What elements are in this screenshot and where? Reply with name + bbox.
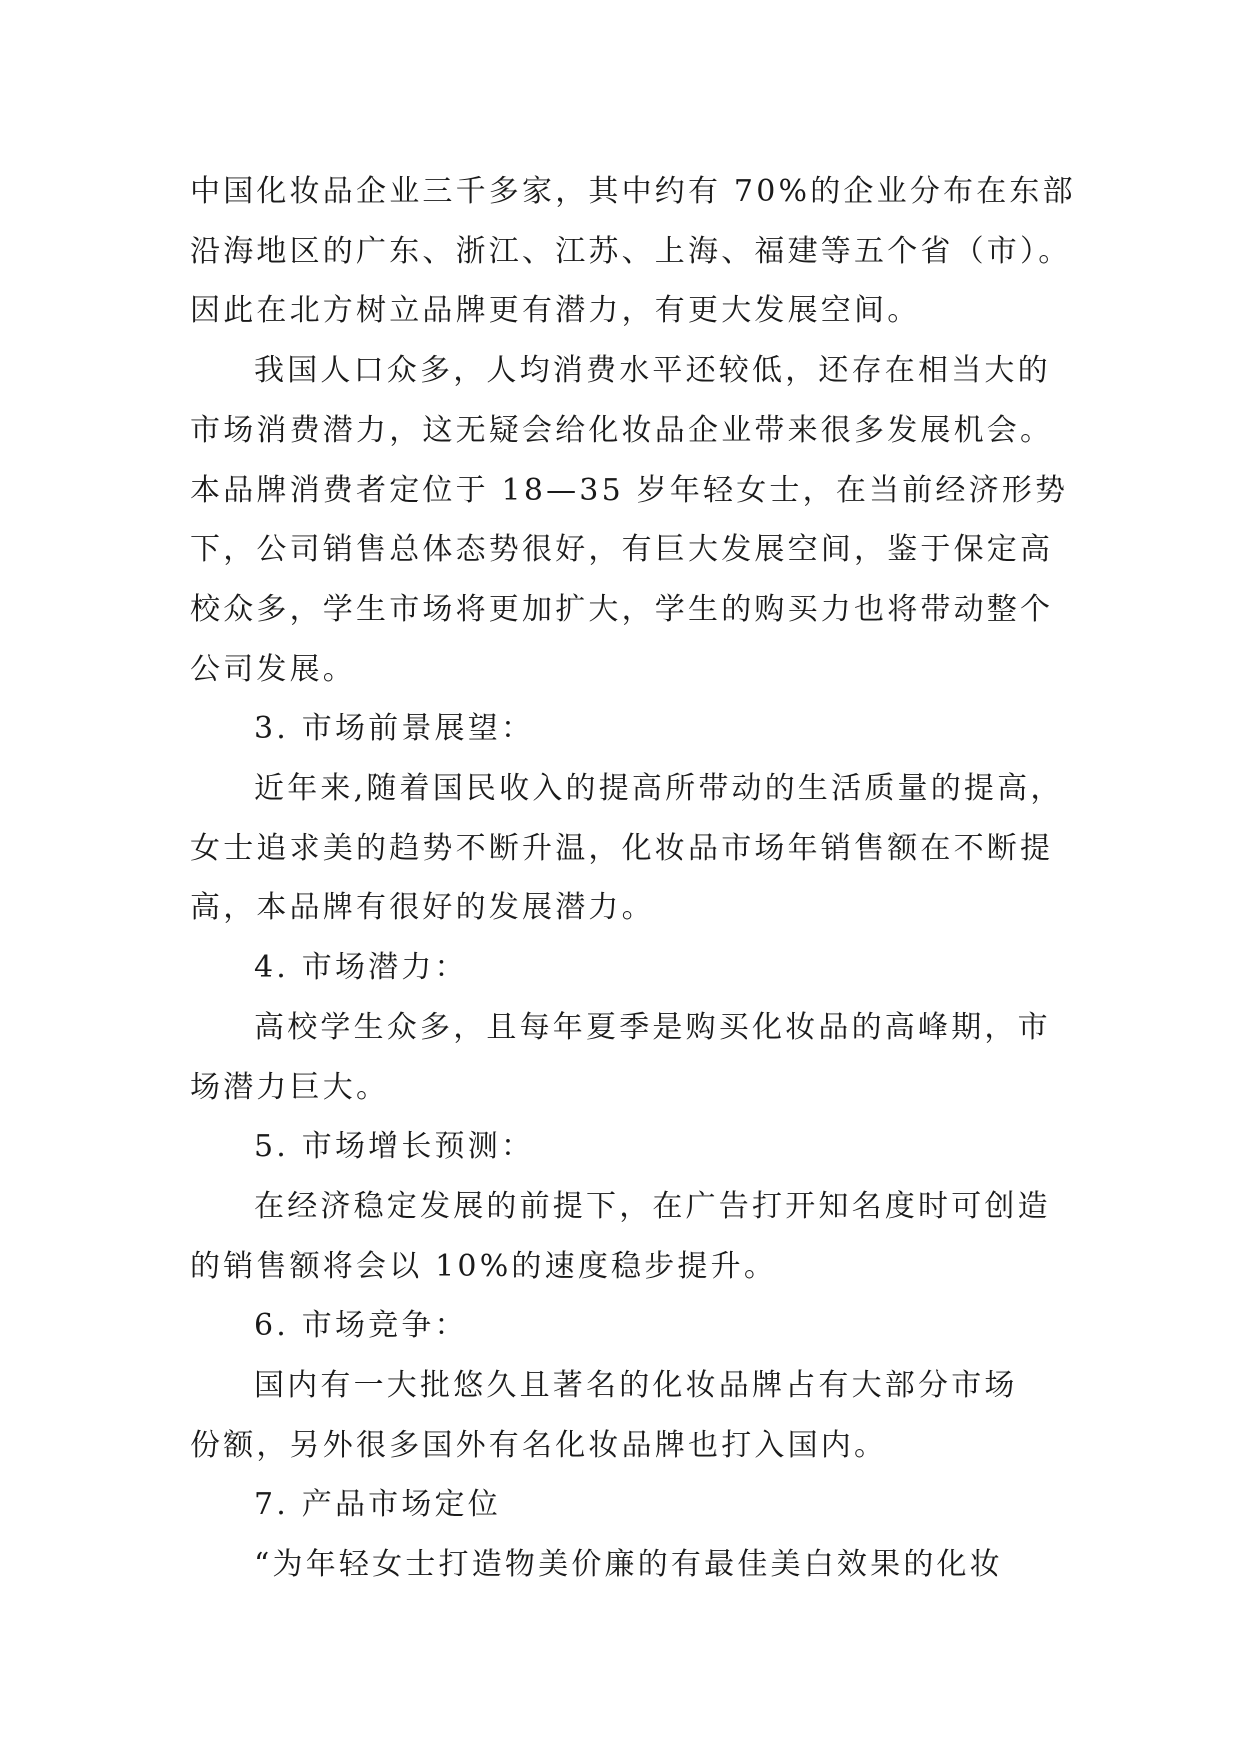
text-line: 高，本品牌有很好的发展潜力。 — [190, 890, 655, 926]
section-heading-market-outlook — [190, 699, 1060, 759]
heading-text: 5. 市场增长预测： — [254, 1129, 535, 1165]
text-line: 因此在北方树立品牌更有潜力，有更大发展空间。 — [190, 293, 921, 329]
section-heading-growth-forecast — [190, 1117, 1060, 1177]
section-heading-competition — [190, 1296, 1060, 1356]
heading-text: 3. 市场前景展望： — [254, 711, 535, 747]
text-line: 市场消费潜力，这无疑会给化妆品企业带来很多发展机会。 — [190, 412, 1054, 448]
text-line: 校众多，学生市场将更加扩大，学生的购买力也将带动整个 — [190, 591, 1054, 627]
text-line: 沿海地区的广东、浙江、江苏、上海、福建等五个省（市）。 — [190, 233, 1072, 269]
text-line: 份额，另外很多国外有名化妆品牌也打入国内。 — [190, 1427, 888, 1463]
text-line: 国内有一大批悠久且著名的化妆品牌占有大部分市场 — [254, 1368, 1018, 1404]
paragraph-consumer-positioning — [190, 341, 1069, 699]
text-line: 女士追求美的趋势不断升温，化妆品市场年销售额在不断提 — [190, 830, 1054, 866]
paragraph-growth-forecast — [190, 1177, 1060, 1296]
text-line: 场潜力巨大。 — [190, 1069, 390, 1105]
heading-text: 6. 市场竞争： — [254, 1308, 468, 1344]
paragraph-competition — [190, 1356, 1060, 1475]
text-line: 近年来,随着国民收入的提高所带动的生活质量的提高， — [254, 771, 1064, 807]
section-heading-market-potential — [190, 938, 1060, 998]
text-line: 的销售额将会以 10%的速度稳步提升。 — [190, 1248, 778, 1284]
text-line: 本品牌消费者定位于 18—35 岁年轻女士，在当前经济形势 — [190, 472, 1069, 508]
document-body — [190, 162, 1076, 1595]
paragraph-positioning — [190, 1535, 1060, 1595]
paragraph-market-outlook — [190, 759, 1064, 938]
heading-text: 4. 市场潜力： — [254, 950, 468, 986]
paragraph-continuation — [190, 162, 1076, 341]
text-line: 在经济稳定发展的前提下，在广告打开知名度时可创造 — [254, 1188, 1051, 1224]
text-line: “为年轻女士打造物美价廉的有最佳美白效果的化妆 — [254, 1547, 1003, 1583]
heading-text: 7. 产品市场定位 — [254, 1487, 501, 1523]
section-heading-positioning — [190, 1475, 1060, 1535]
text-line: 高校学生众多，且每年夏季是购买化妆品的高峰期，市 — [254, 1009, 1051, 1045]
text-line: 我国人口众多，人均消费水平还较低，还存在相当大的 — [254, 353, 1051, 389]
text-line: 中国化妆品企业三千多家，其中约有 70%的企业分布在东部 — [190, 174, 1076, 209]
text-line: 下，公司销售总体态势很好，有巨大发展空间，鉴于保定高 — [190, 532, 1054, 568]
paragraph-market-potential — [190, 998, 1060, 1117]
text-line: 公司发展。 — [190, 651, 356, 687]
